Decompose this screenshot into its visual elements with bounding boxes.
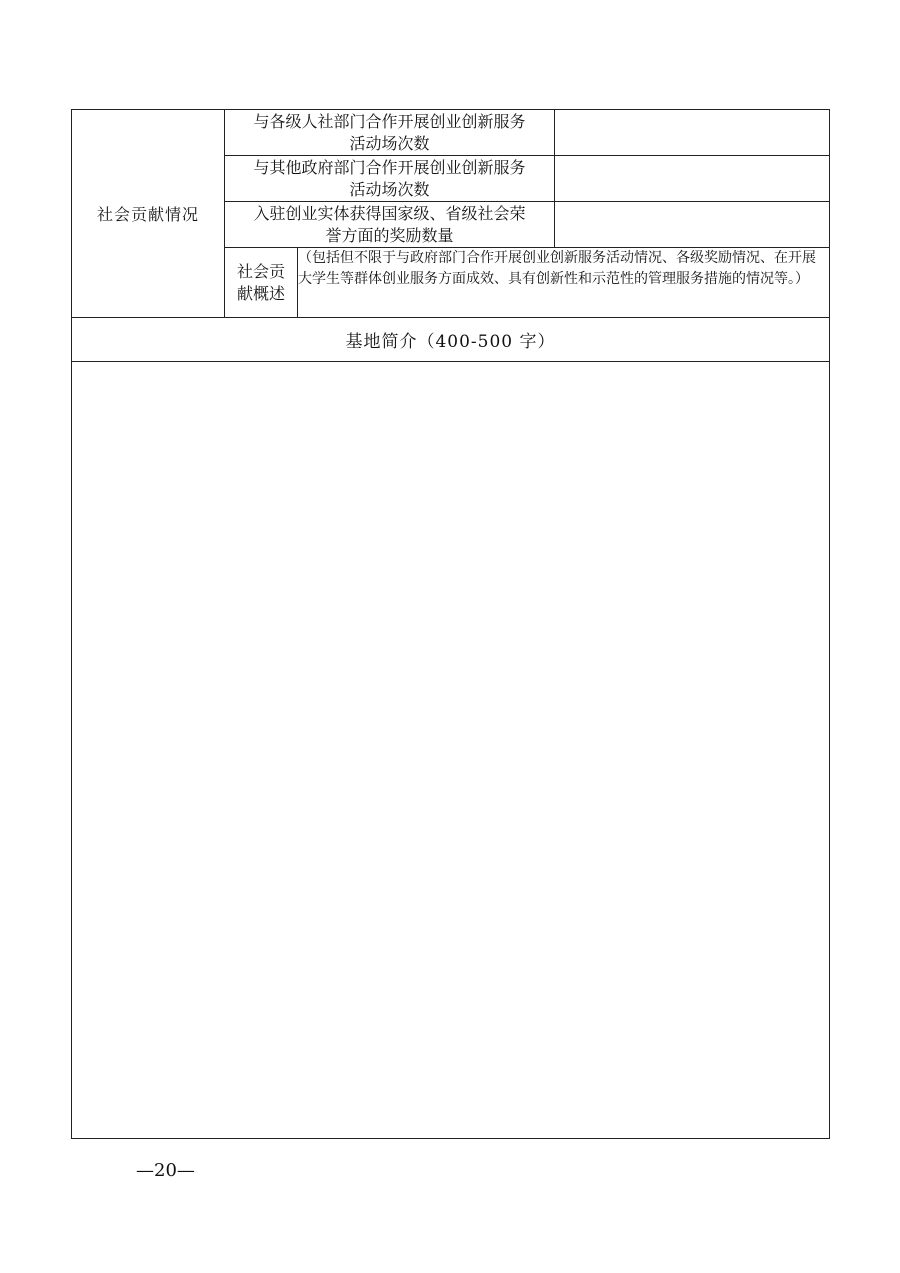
application-form-table xyxy=(71,109,830,1139)
contribution-summary-field[interactable] xyxy=(298,248,830,318)
base-intro-header xyxy=(72,318,830,362)
activity-count-hr-value-field[interactable] xyxy=(555,110,830,156)
label-line: 活动场次数 xyxy=(349,179,430,199)
label-line: 与各级人社部门合作开展创业创新服务 xyxy=(253,111,526,131)
award-count-value-field[interactable] xyxy=(555,202,830,248)
contribution-summary-hint: （包括但不限于与政府部门合作开展创业创新服务活动情况、各级奖励情况、在开展大学生等群体创业服务方面成效、具有创新性和示范性的管理服务措施的情况等。） xyxy=(298,250,816,287)
activity-count-hr-label xyxy=(225,110,555,156)
activity-count-gov-label xyxy=(225,156,555,202)
activity-count-gov-value-field[interactable] xyxy=(555,156,830,202)
label-line: 社会贡 xyxy=(236,261,285,281)
table-row xyxy=(72,318,830,362)
base-intro-header-text: 基地简介（400-500 字） xyxy=(345,332,556,352)
table-row xyxy=(72,362,830,1139)
label-line: 誉方面的奖励数量 xyxy=(325,225,454,245)
base-intro-content-field[interactable] xyxy=(72,362,830,1139)
category-label-text: 社会贡献情况 xyxy=(96,205,199,224)
page-number: —20— xyxy=(136,1160,195,1181)
social-contribution-category-label xyxy=(72,110,225,318)
contribution-summary-label xyxy=(225,248,298,318)
award-count-label xyxy=(225,202,555,248)
label-line: 献概述 xyxy=(236,283,285,303)
table-row xyxy=(72,110,830,156)
label-line: 与其他政府部门合作开展创业创新服务 xyxy=(253,157,526,177)
label-line: 入驻创业实体获得国家级、省级社会荣 xyxy=(253,203,526,223)
label-line: 活动场次数 xyxy=(349,133,430,153)
